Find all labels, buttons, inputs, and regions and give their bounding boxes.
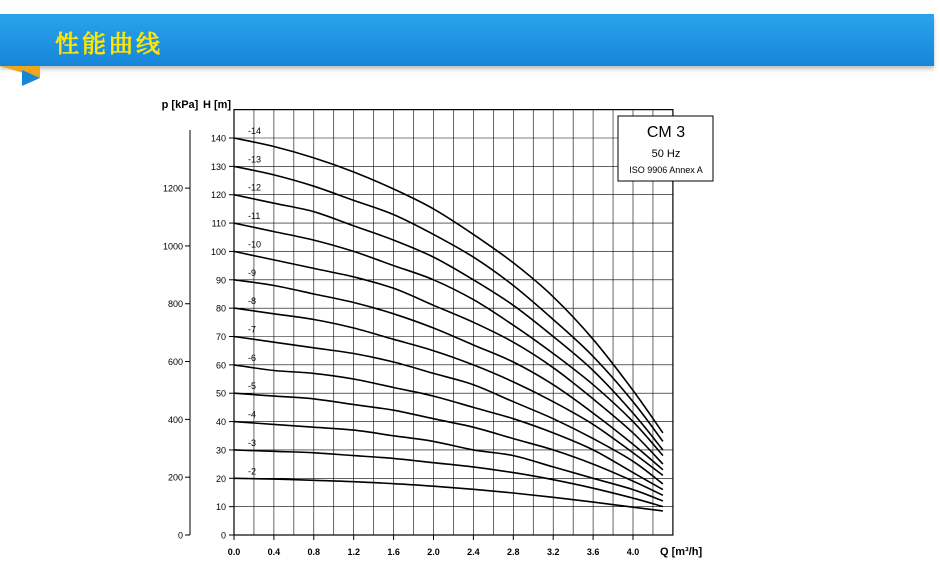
q-tick-label: 1.6 <box>387 547 400 557</box>
curve-label: -3 <box>248 437 257 448</box>
legend-box <box>618 116 713 181</box>
curve-stage11 <box>234 223 663 456</box>
h-tick-label: 40 <box>215 417 226 428</box>
p-tick-label: 1000 <box>162 241 183 252</box>
h-tick-label: 0 <box>220 530 226 541</box>
legend-standard: ISO 9906 Annex A <box>629 165 703 175</box>
p-tick-label: 0 <box>177 530 183 541</box>
legend-model: CM 3 <box>646 124 686 141</box>
chart-grid <box>234 110 673 535</box>
q-tick-label: 2.8 <box>507 547 520 557</box>
h-tick-label: 60 <box>215 360 226 371</box>
p-axis-label: p [kPa] <box>161 99 199 111</box>
curve-stage12 <box>234 195 663 450</box>
h-tick-label: 50 <box>215 388 226 399</box>
h-tick-label: 110 <box>211 218 226 229</box>
q-tick-label: 0.8 <box>307 547 321 557</box>
curve-label: -12 <box>248 182 262 193</box>
curve-stage8 <box>234 308 663 475</box>
h-tick-label: 120 <box>210 190 226 201</box>
chart-axes <box>185 110 673 540</box>
p-tick-label: 400 <box>167 414 183 425</box>
h-tick-label: 140 <box>210 133 226 144</box>
h-tick-label: 80 <box>215 303 226 314</box>
p-tick-label: 200 <box>167 472 183 483</box>
curve-label: -13 <box>248 154 262 165</box>
q-tick-label: 2.4 <box>467 547 480 557</box>
h-axis-label: H [m] <box>202 99 232 111</box>
chart-curves <box>234 138 663 511</box>
curve-label: -5 <box>248 381 257 392</box>
q-tick-label: 4.0 <box>626 547 640 557</box>
curve-label: -7 <box>248 324 257 335</box>
p-tick-label: 1200 <box>162 183 183 194</box>
q-tick-label: 2.0 <box>427 547 440 557</box>
q-tick-label: 0.4 <box>267 547 281 557</box>
q-tick-label: 3.2 <box>546 547 560 557</box>
h-tick-label: 70 <box>215 332 226 342</box>
q-tick-label: 0.0 <box>227 547 241 557</box>
curve-label: -11 <box>248 211 261 222</box>
curve-stage7 <box>234 337 663 485</box>
p-tick-label: 800 <box>167 299 183 310</box>
curve-label: -9 <box>248 267 257 278</box>
p-tick-label: 600 <box>167 357 183 368</box>
h-tick-label: 30 <box>215 445 226 456</box>
curve-label: -14 <box>248 126 262 136</box>
curve-stage2 <box>234 478 663 511</box>
curve-label: -6 <box>248 352 257 363</box>
curve-stage10 <box>234 251 663 464</box>
curve-label: -4 <box>248 409 257 420</box>
curve-label: -10 <box>248 239 262 250</box>
legend-frequency: 50 Hz <box>651 148 681 160</box>
h-tick-label: 20 <box>215 473 226 484</box>
h-tick-label: 10 <box>215 502 226 513</box>
h-tick-label: 90 <box>215 275 226 286</box>
q-tick-label: 3.6 <box>586 547 600 557</box>
q-axis-label: Q [m³/h] <box>660 546 703 558</box>
h-tick-label: 130 <box>210 161 226 172</box>
page-title: 性能曲线 <box>55 30 163 58</box>
h-tick-label: 100 <box>210 246 226 257</box>
curve-label: -8 <box>248 296 257 307</box>
curve-label: -2 <box>248 466 257 477</box>
q-tick-label: 1.2 <box>347 547 360 557</box>
